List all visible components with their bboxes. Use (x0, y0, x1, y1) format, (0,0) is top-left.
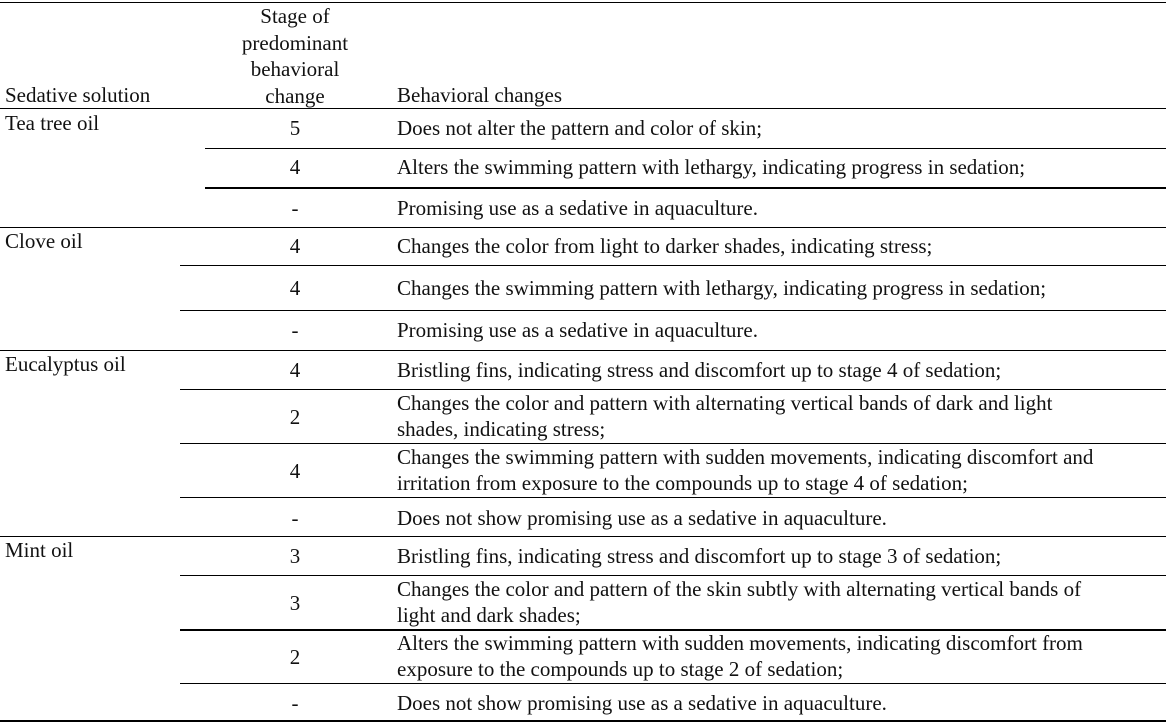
stage-value: - (291, 506, 299, 530)
stage-value: 4 (289, 358, 301, 382)
stage-value: 4 (289, 459, 301, 483)
row-divider (205, 187, 1166, 189)
behavior-text: Changes the color and pattern with alternating vertical bands of dark and light (397, 391, 1053, 415)
behavior-text: Changes the color from light to darker shades, indicating stress; (397, 234, 933, 258)
behavior-text: Does not show promising use as a sedative in aquaculture. (397, 691, 887, 715)
header-stage (230, 3, 360, 109)
behavior-text: exposure to the compounds up to stage 2 of sedation; (397, 657, 844, 681)
header-behavioral-changes: Behavioral changes (397, 83, 563, 107)
solution-mint-oil: Mint oil (5, 538, 74, 562)
behavior-text: Alters the swimming pattern with sudden movements, indicating discomfort from (397, 631, 1083, 655)
header-bottom-border (0, 108, 1166, 109)
behavior-text: Alters the swimming pattern with lethargy, indicating progress in sedation; (397, 155, 1026, 179)
group-divider (0, 536, 1166, 537)
stage-value: 2 (289, 405, 301, 429)
group-divider (0, 350, 1166, 351)
stage-value: 3 (289, 591, 301, 615)
behavior-text: Changes the swimming pattern with lethargy, indicating progress in sedation; (397, 276, 1047, 300)
header-stage-line: predominant (241, 30, 349, 55)
behavior-text: light and dark shades; (397, 603, 581, 627)
row-divider (205, 148, 1166, 149)
solution-eucalyptus-oil: Eucalyptus oil (5, 352, 126, 376)
solution-tea-tree-oil: Tea tree oil (5, 111, 100, 135)
behavior-text: Bristling fins, indicating stress and discomfort up to stage 4 of sedation; (397, 358, 1002, 382)
behavior-text: Changes the color and pattern of the skin subtly with alternating vertical bands of (397, 577, 1082, 601)
row-divider (180, 497, 1166, 498)
stage-value: - (291, 196, 299, 220)
stage-value: 4 (289, 234, 301, 258)
row-divider (180, 683, 1166, 684)
stage-value: 2 (289, 645, 301, 669)
header-stage-line: change (265, 83, 325, 108)
solution-clove-oil: Clove oil (5, 229, 83, 253)
stage-value: 3 (289, 544, 301, 568)
stage-value: - (291, 691, 299, 715)
behavior-text: Promising use as a sedative in aquaculture. (397, 318, 758, 342)
behavior-text: Does not alter the pattern and color of skin; (397, 116, 763, 140)
table-top-border (0, 2, 1166, 3)
stage-value: 4 (289, 276, 301, 300)
stage-value: - (291, 318, 299, 342)
stage-value: 4 (289, 155, 301, 179)
table-bottom-border (0, 720, 1166, 722)
header-stage-line: behavioral (250, 57, 340, 81)
row-divider (180, 310, 1166, 311)
behavior-text: Promising use as a sedative in aquaculture. (397, 196, 758, 220)
row-divider (180, 265, 1166, 266)
stage-value: 5 (289, 116, 301, 140)
behavior-text: shades, indicating stress; (397, 417, 606, 441)
behavior-text: irritation from exposure to the compounds up to stage 4 of sedation; (397, 471, 968, 495)
header-stage-line: Stage of (260, 4, 330, 28)
behavior-text: Changes the swimming pattern with sudden movements, indicating discomfort and (397, 445, 1094, 469)
behavior-text: Bristling fins, indicating stress and discomfort up to stage 3 of sedation; (397, 544, 1002, 568)
header-sedative-solution: Sedative solution (5, 83, 151, 107)
behavior-text: Does not show promising use as a sedative in aquaculture. (397, 506, 887, 530)
group-divider (0, 227, 1166, 228)
